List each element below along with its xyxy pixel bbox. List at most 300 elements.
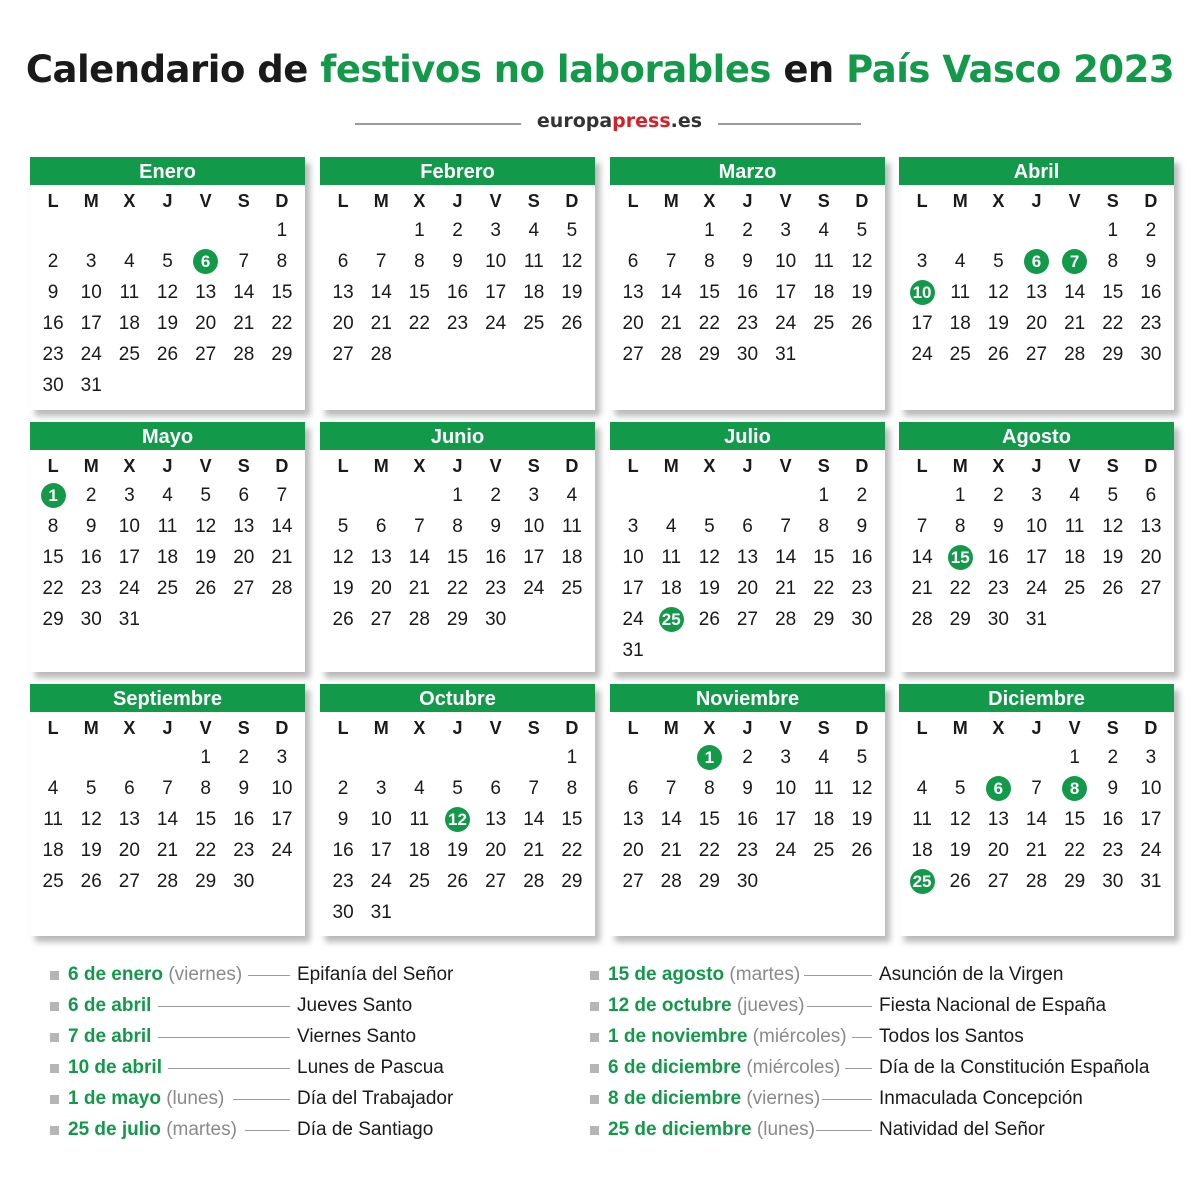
day-number: 3 — [276, 747, 288, 768]
empty-day-cell — [903, 742, 941, 773]
weekday-header: L — [47, 456, 59, 476]
month-name: Mayo — [30, 422, 305, 450]
day-number: 14 — [408, 547, 430, 568]
day-number: 3 — [780, 220, 791, 241]
weekday-header: J — [742, 456, 753, 476]
day-number: 23 — [736, 840, 759, 861]
holiday-day — [438, 804, 476, 835]
day-number: 1 — [566, 747, 578, 768]
day-number: 17 — [370, 840, 392, 861]
day-number: 17 — [775, 809, 797, 830]
day-number: 12 — [698, 547, 720, 568]
day-number: 31 — [775, 344, 797, 365]
legend-holiday-name: Lunes de Pascua — [297, 1057, 444, 1078]
day-number: 6 — [238, 485, 250, 506]
day-number: 5 — [200, 485, 211, 506]
day-number: 31 — [622, 640, 644, 661]
day-number: 29 — [813, 609, 835, 630]
empty-day-cell — [614, 480, 652, 511]
day-number: 29 — [1102, 344, 1124, 365]
day-number: 4 — [47, 778, 59, 799]
month-calendar — [30, 157, 305, 410]
bullet-icon — [50, 1002, 59, 1011]
day-number: 16 — [851, 547, 873, 568]
weekday-header: D — [275, 456, 289, 476]
day-number: 26 — [195, 578, 217, 599]
day-number: 28 — [523, 871, 545, 892]
day-number: 23 — [233, 840, 255, 861]
day-number: 19 — [156, 313, 179, 334]
weekday-header: D — [1144, 456, 1158, 476]
day-number: 8 — [1107, 251, 1119, 272]
day-number: 4 — [566, 485, 578, 506]
day-number: 31 — [80, 375, 102, 396]
day-number: 22 — [195, 840, 217, 861]
empty-day-cell — [324, 480, 362, 511]
weekday-header: J — [742, 191, 753, 211]
day-number: 6 — [627, 251, 639, 272]
weekday-header: X — [413, 718, 426, 738]
day-number: 1 — [1107, 220, 1119, 241]
legend-date: 15 de agosto (martes) — [608, 964, 801, 985]
day-number: 8 — [704, 251, 715, 272]
day-number: 22 — [949, 578, 971, 599]
holiday-day — [903, 277, 941, 308]
legend-date: 12 de octubre (jueves) — [608, 995, 805, 1016]
day-number: 25 — [118, 344, 140, 365]
month-name: Marzo — [610, 157, 885, 185]
weekday-header: D — [855, 191, 869, 211]
day-number: 30 — [736, 871, 759, 892]
empty-day-cell — [362, 480, 400, 511]
day-number: 24 — [80, 344, 102, 365]
day-number: 13 — [370, 547, 392, 568]
day-number: 10 — [775, 251, 797, 272]
month-name: Enero — [30, 157, 305, 185]
month-name: Junio — [320, 422, 595, 450]
month-name: Agosto — [899, 422, 1174, 450]
day-number: 25 — [156, 578, 179, 599]
day-number: 15 — [42, 547, 64, 568]
day-number: 28 — [1025, 871, 1048, 892]
day-number: 17 — [271, 809, 293, 830]
month-calendar — [899, 422, 1174, 672]
day-number: 15 — [813, 547, 835, 568]
weekday-header: J — [452, 456, 463, 476]
day-number: 6 — [124, 778, 135, 799]
empty-day-cell — [979, 215, 1017, 246]
day-number: 11 — [409, 809, 430, 830]
day-number: 29 — [271, 344, 293, 365]
day-number: 31 — [118, 609, 140, 630]
day-number: 11 — [813, 251, 834, 272]
holiday-day — [34, 480, 72, 511]
day-number: 29 — [949, 609, 971, 630]
holiday-marker: 15 — [948, 545, 973, 570]
weekday-header: L — [337, 191, 349, 211]
day-number: 19 — [80, 840, 102, 861]
day-number: 14 — [1025, 809, 1048, 830]
day-number: 6 — [627, 778, 639, 799]
day-number: 7 — [916, 516, 928, 537]
day-number: 21 — [271, 547, 293, 568]
weekday-header: J — [1031, 191, 1042, 211]
month-days-grid — [320, 712, 595, 928]
day-number: 9 — [993, 516, 1004, 537]
weekday-header: M — [83, 718, 99, 738]
day-number: 11 — [43, 809, 63, 830]
day-number: 9 — [1145, 251, 1157, 272]
month-days-grid — [610, 712, 885, 897]
day-number: 24 — [523, 578, 545, 599]
day-number: 22 — [42, 578, 64, 599]
day-number: 2 — [337, 778, 349, 799]
day-number: 2 — [47, 251, 59, 272]
day-number: 14 — [233, 282, 255, 303]
day-number: 5 — [85, 778, 97, 799]
day-number: 5 — [704, 516, 715, 537]
day-number: 4 — [124, 251, 135, 272]
day-number: 8 — [818, 516, 830, 537]
day-number: 17 — [911, 313, 933, 334]
day-number: 29 — [1064, 871, 1086, 892]
legend-connector-line — [807, 1006, 872, 1007]
day-number: 25 — [42, 871, 64, 892]
day-number: 20 — [370, 578, 392, 599]
legend-connector-line — [245, 1130, 290, 1131]
day-number: 24 — [118, 578, 140, 599]
day-number: 19 — [332, 578, 354, 599]
day-number: 16 — [1102, 809, 1124, 830]
day-number: 9 — [85, 516, 97, 537]
day-number: 2 — [742, 747, 753, 768]
day-number: 3 — [490, 220, 501, 241]
day-number: 2 — [856, 485, 868, 506]
day-number: 5 — [856, 220, 868, 241]
day-number: 25 — [1064, 578, 1086, 599]
day-number: 10 — [80, 282, 102, 303]
weekday-header: S — [527, 456, 540, 476]
day-number: 6 — [742, 516, 753, 537]
day-number: 24 — [485, 313, 507, 334]
day-number: 27 — [736, 609, 759, 630]
weekday-header: M — [83, 456, 99, 476]
weekday-header: J — [1031, 718, 1042, 738]
weekday-header: L — [627, 718, 639, 738]
legend-item — [50, 1086, 610, 1117]
day-number: 11 — [562, 516, 582, 537]
bullet-icon — [50, 1095, 59, 1104]
day-number: 8 — [954, 516, 966, 537]
title-part: Calendario de — [25, 48, 321, 91]
day-number: 9 — [742, 251, 753, 272]
holiday-marker: 25 — [659, 607, 684, 632]
day-number: 18 — [118, 313, 140, 334]
day-number: 9 — [742, 778, 753, 799]
day-number: 11 — [157, 516, 178, 537]
day-number: 20 — [987, 840, 1009, 861]
day-number: 7 — [414, 516, 425, 537]
day-number: 13 — [622, 282, 644, 303]
day-number: 27 — [370, 609, 392, 630]
day-number: 11 — [119, 282, 140, 303]
day-number: 19 — [561, 282, 583, 303]
day-number: 27 — [195, 344, 217, 365]
day-number: 7 — [162, 778, 173, 799]
day-number: 10 — [523, 516, 545, 537]
day-number: 13 — [195, 282, 217, 303]
day-number: 20 — [332, 313, 354, 334]
day-number: 18 — [911, 840, 933, 861]
day-number: 30 — [42, 375, 64, 396]
holiday-day — [652, 604, 690, 635]
empty-day-cell — [767, 480, 805, 511]
day-number: 5 — [162, 251, 173, 272]
month-name: Noviembre — [610, 684, 885, 712]
weekday-header: X — [703, 718, 716, 738]
empty-day-cell — [110, 215, 148, 246]
day-number: 10 — [271, 778, 293, 799]
day-number: 17 — [1140, 809, 1162, 830]
day-number: 24 — [370, 871, 392, 892]
day-number: 23 — [987, 578, 1009, 599]
day-number: 9 — [337, 809, 349, 830]
day-number: 21 — [370, 313, 392, 334]
day-number: 24 — [622, 609, 644, 630]
day-number: 23 — [851, 578, 873, 599]
legend-connector-line — [845, 1068, 872, 1069]
weekday-header: V — [199, 456, 212, 476]
empty-day-cell — [515, 742, 553, 773]
day-number: 3 — [528, 485, 540, 506]
legend-connector-line — [168, 1068, 290, 1069]
legend-date: 6 de diciembre (miércoles) — [608, 1057, 841, 1078]
day-number: 12 — [851, 251, 873, 272]
day-number: 13 — [1025, 282, 1048, 303]
bullet-icon — [590, 1126, 599, 1135]
day-number: 13 — [987, 809, 1009, 830]
day-number: 21 — [911, 578, 933, 599]
month-days-grid — [30, 450, 305, 635]
legend-connector-line — [816, 1130, 872, 1131]
day-number: 31 — [1140, 871, 1162, 892]
empty-day-cell — [34, 742, 72, 773]
day-number: 6 — [490, 778, 501, 799]
day-number: 22 — [698, 840, 720, 861]
legend-connector-line — [158, 1037, 290, 1038]
day-number: 2 — [452, 220, 463, 241]
day-number: 22 — [813, 578, 835, 599]
day-number: 26 — [561, 313, 583, 334]
month-calendar — [610, 684, 885, 936]
day-number: 29 — [195, 871, 217, 892]
day-number: 21 — [523, 840, 545, 861]
empty-day-cell — [324, 215, 362, 246]
day-number: 6 — [1145, 485, 1157, 506]
day-number: 27 — [1140, 578, 1162, 599]
day-number: 5 — [954, 778, 966, 799]
day-number: 12 — [80, 809, 102, 830]
weekday-header: X — [703, 191, 716, 211]
day-number: 22 — [271, 313, 293, 334]
legend-date: 6 de enero (viernes) — [68, 964, 243, 985]
day-number: 5 — [566, 220, 578, 241]
day-number: 16 — [736, 809, 759, 830]
day-number: 23 — [1140, 313, 1162, 334]
legend-holiday-name: Natividad del Señor — [879, 1119, 1045, 1140]
day-number: 17 — [80, 313, 102, 334]
empty-day-cell — [324, 742, 362, 773]
day-number: 30 — [987, 609, 1009, 630]
day-number: 20 — [1140, 547, 1162, 568]
day-number: 19 — [949, 840, 971, 861]
day-number: 8 — [47, 516, 59, 537]
day-number: 3 — [1145, 747, 1157, 768]
day-number: 13 — [233, 516, 255, 537]
day-number: 15 — [1064, 809, 1086, 830]
weekday-header: S — [817, 456, 830, 476]
weekday-header: S — [817, 191, 830, 211]
weekday-header: V — [489, 718, 502, 738]
day-number: 12 — [156, 282, 179, 303]
day-number: 8 — [276, 251, 288, 272]
legend-item — [590, 1086, 1150, 1117]
legend-item — [590, 1024, 1150, 1055]
day-number: 12 — [561, 251, 583, 272]
day-number: 20 — [622, 840, 644, 861]
day-number: 20 — [622, 313, 644, 334]
day-number: 27 — [485, 871, 507, 892]
day-number: 31 — [1025, 609, 1048, 630]
day-number: 26 — [1102, 578, 1124, 599]
day-number: 13 — [332, 282, 354, 303]
day-number: 20 — [118, 840, 140, 861]
legend-holiday-name: Día de Santiago — [297, 1119, 434, 1140]
day-number: 1 — [414, 220, 425, 241]
day-number: 8 — [566, 778, 578, 799]
day-number: 5 — [452, 778, 463, 799]
day-number: 24 — [1025, 578, 1048, 599]
day-number: 22 — [1064, 840, 1086, 861]
day-number: 21 — [775, 578, 797, 599]
holiday-marker: 6 — [986, 776, 1011, 801]
day-number: 3 — [627, 516, 639, 537]
legend-connector-line — [822, 1099, 872, 1100]
weekday-header: S — [237, 456, 250, 476]
divider-line — [355, 123, 521, 125]
empty-day-cell — [72, 215, 110, 246]
weekday-header: V — [1068, 456, 1081, 476]
empty-day-cell — [148, 742, 186, 773]
legend-date: 25 de diciembre (lunes) — [608, 1119, 815, 1140]
day-number: 4 — [414, 778, 425, 799]
empty-day-cell — [728, 480, 766, 511]
weekday-header: D — [275, 191, 289, 211]
legend-connector-line — [248, 975, 290, 976]
month-days-grid — [610, 450, 885, 666]
day-number: 14 — [1064, 282, 1086, 303]
day-number: 10 — [775, 778, 797, 799]
legend-item — [50, 962, 610, 993]
day-number: 15 — [1102, 282, 1124, 303]
day-number: 12 — [949, 809, 971, 830]
holiday-marker: 12 — [445, 807, 470, 832]
day-number: 21 — [408, 578, 430, 599]
day-number: 13 — [1140, 516, 1162, 537]
weekday-header: S — [527, 718, 540, 738]
legend-holiday-name: Inmaculada Concepción — [879, 1088, 1083, 1109]
day-number: 24 — [1140, 840, 1162, 861]
legend-date: 1 de mayo (lunes) — [68, 1088, 225, 1109]
day-number: 15 — [698, 282, 720, 303]
day-number: 26 — [987, 344, 1009, 365]
day-number: 1 — [452, 485, 463, 506]
day-number: 29 — [446, 609, 469, 630]
day-number: 24 — [271, 840, 293, 861]
day-number: 16 — [42, 313, 64, 334]
weekday-header: L — [916, 456, 928, 476]
day-number: 18 — [561, 547, 583, 568]
weekday-header: L — [916, 191, 928, 211]
day-number: 3 — [375, 778, 387, 799]
day-number: 30 — [1140, 344, 1162, 365]
day-number: 17 — [485, 282, 507, 303]
month-calendar — [30, 684, 305, 936]
day-number: 27 — [622, 871, 644, 892]
weekday-header: S — [1106, 456, 1119, 476]
empty-day-cell — [1017, 742, 1055, 773]
empty-day-cell — [652, 742, 690, 773]
day-number: 29 — [561, 871, 583, 892]
day-number: 22 — [561, 840, 583, 861]
day-number: 4 — [1069, 485, 1080, 506]
day-number: 14 — [370, 282, 392, 303]
holiday-day — [979, 773, 1017, 804]
month-calendar — [610, 157, 885, 410]
day-number: 5 — [1107, 485, 1119, 506]
day-number: 23 — [485, 578, 507, 599]
month-name: Julio — [610, 422, 885, 450]
weekday-header: X — [413, 191, 426, 211]
weekday-header: J — [452, 191, 463, 211]
day-number: 30 — [80, 609, 102, 630]
weekday-header: L — [47, 718, 59, 738]
month-days-grid — [30, 712, 305, 897]
day-number: 18 — [523, 282, 545, 303]
weekday-header: M — [952, 456, 968, 476]
source-credit — [0, 110, 1200, 140]
legend-item — [50, 1117, 610, 1148]
weekday-header: L — [337, 718, 349, 738]
day-number: 28 — [370, 344, 392, 365]
day-number: 30 — [851, 609, 873, 630]
title-highlight: País Vasco 2023 — [846, 48, 1175, 91]
day-number: 7 — [375, 251, 387, 272]
bullet-icon — [50, 1126, 59, 1135]
day-number: 10 — [485, 251, 507, 272]
weekday-header: S — [237, 718, 250, 738]
empty-day-cell — [400, 742, 438, 773]
legend-date: 8 de diciembre (viernes) — [608, 1088, 821, 1109]
day-number: 30 — [485, 609, 507, 630]
day-number: 24 — [775, 313, 797, 334]
day-number: 1 — [818, 485, 830, 506]
weekday-header: M — [83, 191, 99, 211]
month-calendar — [320, 684, 595, 936]
month-calendar — [30, 422, 305, 672]
weekday-header: J — [742, 718, 753, 738]
empty-day-cell — [903, 480, 941, 511]
